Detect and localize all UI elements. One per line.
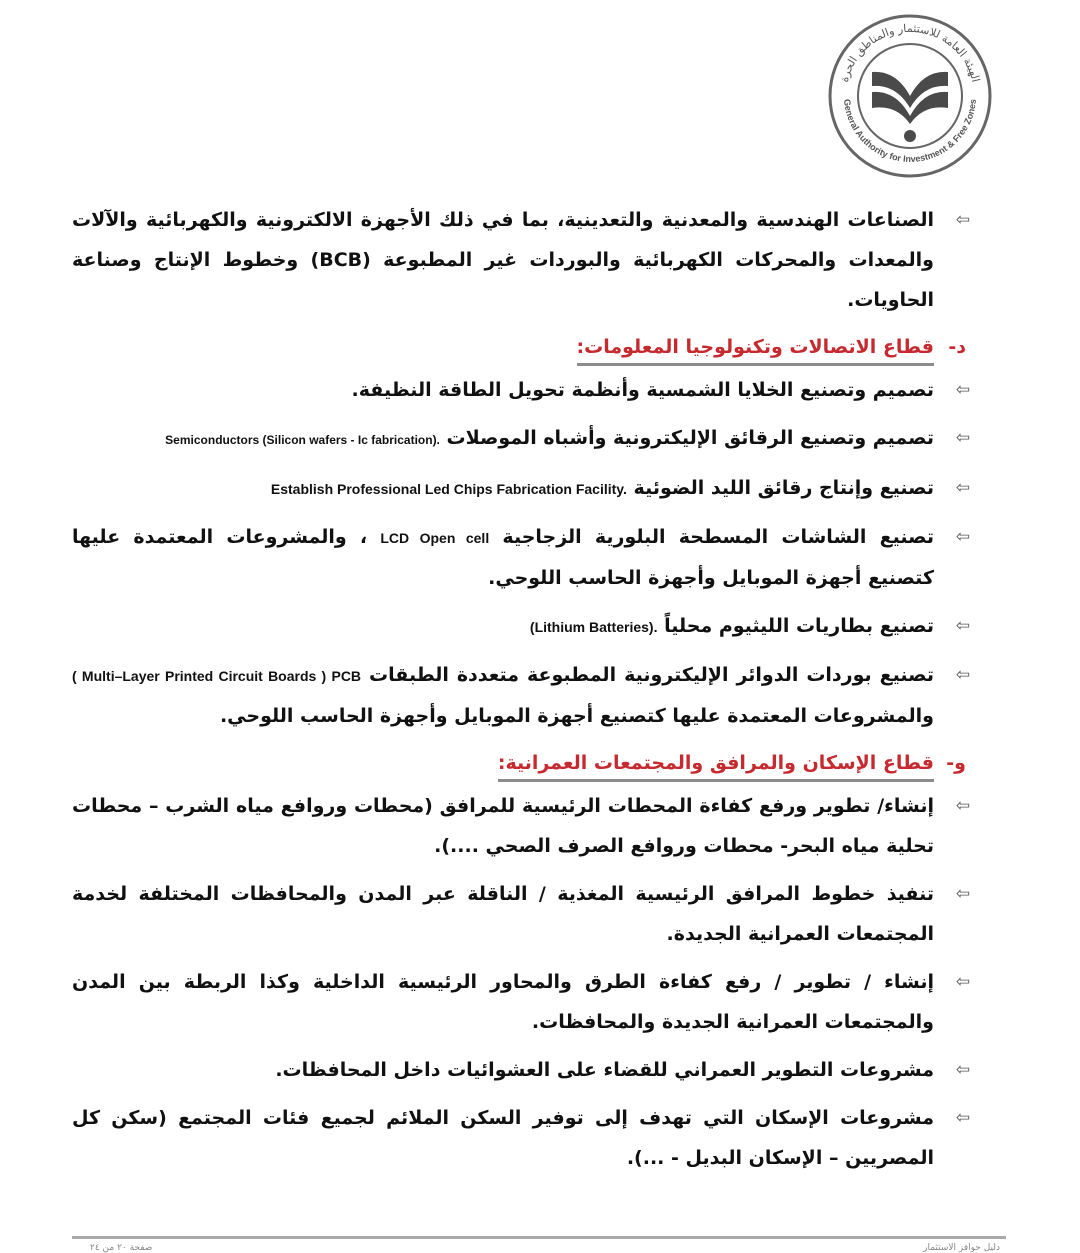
logo-english-text: General Authority for Investment & Free Zones [842,98,978,165]
footer-doc-title: دليل حوافز الاستثمار [923,1243,1000,1253]
list-item [72,1050,972,1090]
item-text: تصنيع بطاريات الليثيوم محلياً [664,615,934,637]
arrow-left-icon: ⇦ [955,616,970,636]
arrow-left-icon: ⇦ [955,972,970,992]
list-item [72,517,972,598]
footer-divider [72,1236,1006,1239]
arrow-left-icon: ⇦ [955,1060,970,1080]
item-text: تصنيع بوردات الدوائر الإليكترونية المطبوعة متعددة الطبقات [369,664,935,686]
item-english-term: LCD Open cell [380,530,490,546]
item-english-term: ( Multi–Layer Printed Circuit Boards ) PCB [72,668,362,684]
list-item [72,370,972,410]
authority-logo [826,12,994,180]
item-text: إنشاء/ تطوير ورفع كفاءة المحطات الرئيسية للمرافق (محطات وروافع مياه الشرب – محطات تحلية مياه البحر- محطات وروافع الصرف الصحي ....). [72,795,934,857]
list-item [72,962,972,1042]
section-heading-housing [72,744,972,782]
arrow-left-icon: ⇦ [955,884,970,904]
arrow-left-icon: ⇦ [955,796,970,816]
list-item [72,874,972,954]
list-item-engineering-industries [72,200,972,320]
item-text: تصميم وتصنيع الرقائق الإليكترونية وأشباه الموصلات [446,427,934,449]
arrow-left-icon: ⇦ [955,1108,970,1128]
item-text: تصنيع الشاشات المسطحة البلورية الزجاجية [502,526,934,548]
list-item [72,786,972,866]
list-item [72,606,972,647]
item-english-term: Semiconductors (Silicon wafers - Ic fabrication). [165,433,440,447]
item-text: تصنيع وإنتاج رقائق الليد الضوئية [633,477,934,499]
item-text: إنشاء / تطوير / رفع كفاءة الطرق والمحاور الرئيسية الداخلية وكذا الربطة بين المدن والمجتمعات العمرانية الجديدة والمحافظات. [72,971,934,1033]
section-marker: و- [946,752,966,774]
arrow-left-icon: ⇦ [955,380,970,400]
document-body [72,200,972,1186]
item-english-term: Establish Professional Led Chips Fabrication Facility. [270,481,627,497]
book-emblem-icon [872,72,948,142]
arrow-left-icon: ⇦ [955,210,970,230]
item-text: تصميم وتصنيع الخلايا الشمسية وأنظمة تحويل الطاقة النظيفة. [351,379,934,401]
list-item [72,418,972,460]
list-item [72,1098,972,1178]
item-text-continued: ، والمشروعات المعتمدة عليها كتصنيع أجهزة الموبايل وأجهزة الحاسب اللوحي. [72,526,934,589]
section-title: قطاع الإسكان والمرافق والمجتمعات العمرانية: [498,748,934,782]
section-marker: د- [948,336,966,358]
item-text-continued: والمشروعات المعتمدة عليها كتصنيع أجهزة الموبايل وأجهزة الحاسب اللوحي. [219,705,934,727]
section-heading-ict [72,328,972,366]
footer-page-number: صفحة ٢٠ من ٢٤ [90,1243,153,1253]
list-item [72,655,972,736]
item-text: مشروعات الإسكان التي تهدف إلى توفير السكن الملائم لجميع فئات المجتمع (سكن كل المصريين – الإسكان البديل - ...). [72,1107,934,1169]
section-title: قطاع الاتصالات وتكنولوجيا المعلومات: [577,332,934,366]
arrow-left-icon: ⇦ [955,665,970,685]
list-item [72,468,972,509]
arrow-left-icon: ⇦ [955,428,970,448]
item-english-term: (Lithium Batteries). [529,619,658,635]
arrow-left-icon: ⇦ [955,478,970,498]
item-text: تنفيذ خطوط المرافق الرئيسية المغذية / الناقلة عبر المدن والمحافظات المختلفة لخدمة المجتمعات العمرانية الجديدة. [72,883,934,945]
logo-arabic-text: الهيئة العامة للاستثمار والمناطق الحرة [837,22,983,84]
item-text: مشروعات التطوير العمراني للقضاء على العشوائيات داخل المحافظات. [275,1059,934,1081]
arrow-left-icon: ⇦ [955,527,970,547]
item-text: الصناعات الهندسية والمعدنية والتعدينية، بما في ذلك الأجهزة الالكترونية والكهربائية والآلات والمعدات والمحركات الكهربائية والبوردات غير المطبوعة (BCB) وخطوط الإنتاج وصناعة الحاويات. [72,209,934,311]
